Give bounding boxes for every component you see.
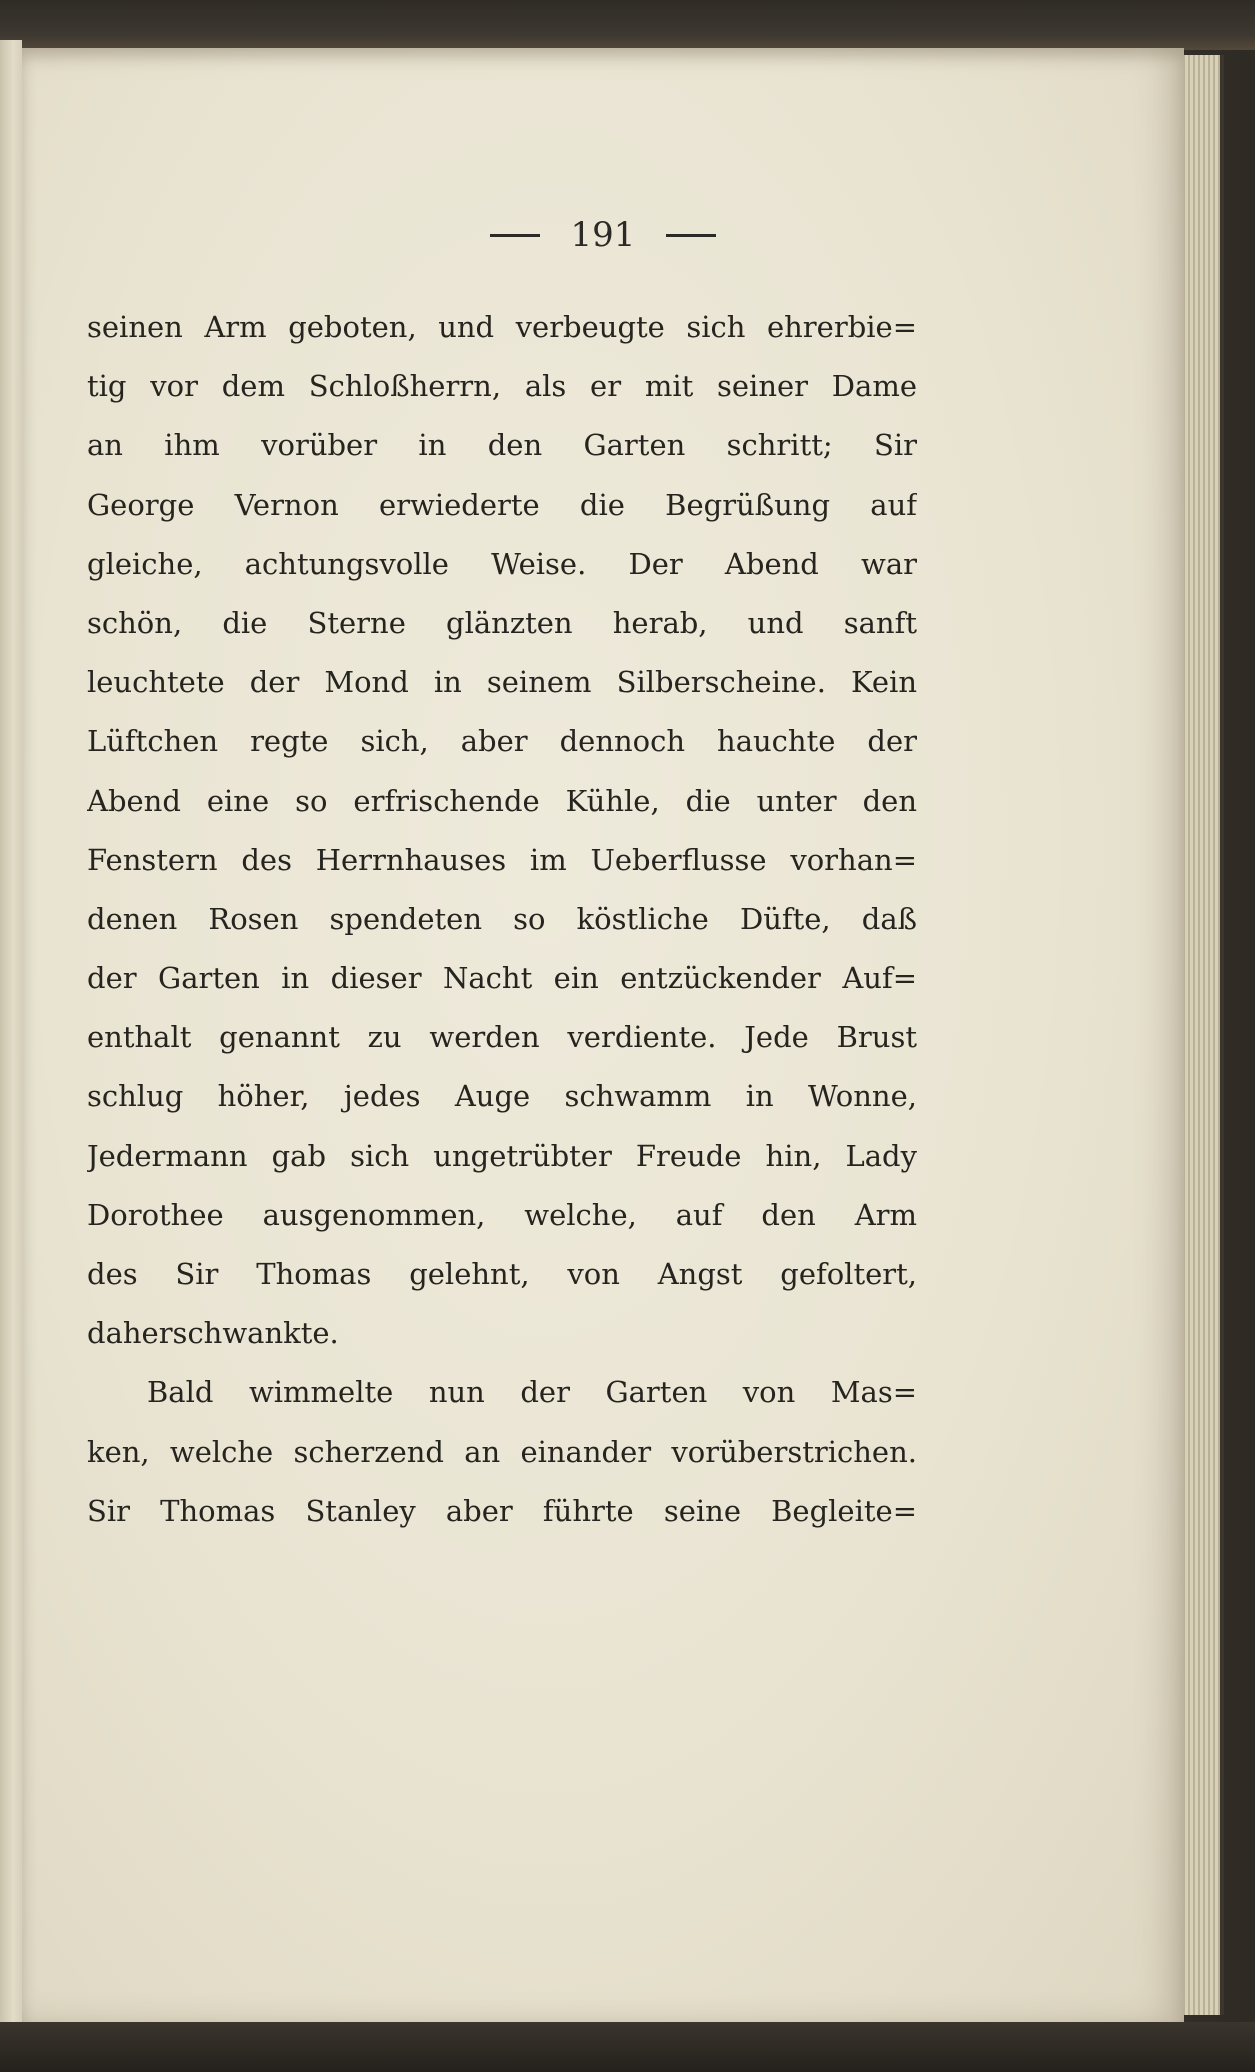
text-line: denen Rosen spendeten so köstliche Düfte, daß <box>87 901 917 936</box>
page <box>22 48 1184 2023</box>
text-line: des Sir Thomas gelehnt, von Angst gefoltert, <box>87 1257 917 1291</box>
text-line: Dorothee ausgenommen, welche, auf den Arm <box>87 1197 917 1232</box>
text-line: Abend eine so erfrischende Kühle, die unter den <box>87 783 917 818</box>
text-line: gleiche, achtungsvolle Weise. Der Abend war <box>87 546 917 581</box>
text-line: schlug höher, jedes Auge schwamm in Wonne, <box>87 1079 917 1114</box>
text-line: Jedermann gab sich ungetrübter Freude hin, Lady <box>87 1138 917 1173</box>
body-text <box>87 298 917 1541</box>
header-dash-right <box>666 234 716 237</box>
text-line: George Vernon erwiederte die Begrüßung auf <box>87 487 917 522</box>
text-line: daherschwankte. <box>87 1316 339 1351</box>
page-number: 191 <box>570 215 636 255</box>
book-top-edge <box>0 0 1255 50</box>
text-line: an ihm vorüber in den Garten schritt; Sir <box>87 428 917 463</box>
text-line: Bald wimmelte nun der Garten von Mas= <box>147 1375 917 1410</box>
text-line: schön, die Sterne glänzten herab, und sanft <box>87 605 917 640</box>
header-dash-left <box>490 234 540 237</box>
text-line: Lüftchen regte sich, aber dennoch hauchte der <box>87 724 917 759</box>
text-line: Fenstern des Herrnhauses im Ueberflusse vorhan= <box>87 842 917 877</box>
text-line: der Garten in dieser Nacht ein entzückender Auf= <box>87 961 917 996</box>
text-line: enthalt genannt zu werden verdiente. Jede Brust <box>87 1020 917 1055</box>
running-header <box>22 213 1184 273</box>
previous-page-edge <box>0 40 22 2030</box>
text-line: leuchtete der Mond in seinem Silberscheine. Kein <box>87 665 917 700</box>
page-stack-edge <box>1180 55 1224 2015</box>
book-bottom-edge <box>0 2022 1255 2072</box>
text-line: Sir Thomas Stanley aber führte seine Begleite= <box>87 1493 917 1528</box>
text-line: seinen Arm geboten, und verbeugte sich ehrerbie= <box>87 310 917 344</box>
text-line: ken, welche scherzend an einander vorüberstrichen. <box>87 1434 917 1469</box>
text-line: tig vor dem Schloßherrn, als er mit seiner Dame <box>87 369 917 404</box>
